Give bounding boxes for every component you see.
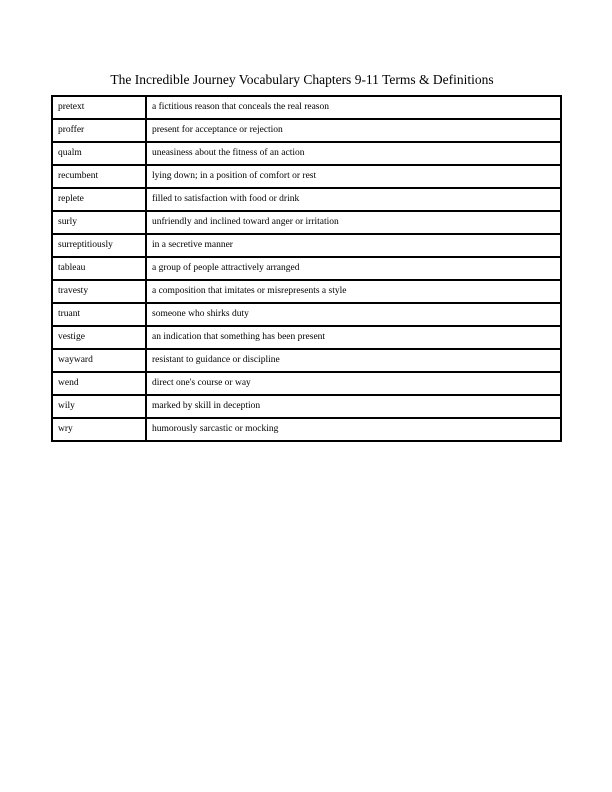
definition-cell: humorously sarcastic or mocking bbox=[146, 418, 561, 441]
table-row bbox=[52, 303, 561, 326]
term-cell: vestige bbox=[52, 326, 146, 349]
term-cell: surly bbox=[52, 211, 146, 234]
definition-cell: uneasiness about the fitness of an action bbox=[146, 142, 561, 165]
table-row bbox=[52, 96, 561, 119]
term-cell: replete bbox=[52, 188, 146, 211]
table-row bbox=[52, 372, 561, 395]
term-cell: truant bbox=[52, 303, 146, 326]
table-row bbox=[52, 119, 561, 142]
term-cell: qualm bbox=[52, 142, 146, 165]
term-cell: travesty bbox=[52, 280, 146, 303]
term-cell: surreptitiously bbox=[52, 234, 146, 257]
definition-cell: filled to satisfaction with food or drink bbox=[146, 188, 561, 211]
table-row bbox=[52, 211, 561, 234]
table-row bbox=[52, 165, 561, 188]
definition-cell: someone who shirks duty bbox=[146, 303, 561, 326]
definition-cell: an indication that something has been present bbox=[146, 326, 561, 349]
table-row bbox=[52, 234, 561, 257]
table-row bbox=[52, 395, 561, 418]
term-cell: recumbent bbox=[52, 165, 146, 188]
term-cell: proffer bbox=[52, 119, 146, 142]
page-title: The Incredible Journey Vocabulary Chapters 9-11 Terms & Definitions bbox=[110, 72, 494, 87]
table-row bbox=[52, 257, 561, 280]
definition-cell: in a secretive manner bbox=[146, 234, 561, 257]
term-cell: wend bbox=[52, 372, 146, 395]
table-row bbox=[52, 280, 561, 303]
definition-cell: a fictitious reason that conceals the real reason bbox=[146, 96, 561, 119]
table-row bbox=[52, 326, 561, 349]
table-row bbox=[52, 349, 561, 372]
definition-cell: marked by skill in deception bbox=[146, 395, 561, 418]
definition-cell: present for acceptance or rejection bbox=[146, 119, 561, 142]
definition-cell: a composition that imitates or misrepresents a style bbox=[146, 280, 561, 303]
definition-cell: a group of people attractively arranged bbox=[146, 257, 561, 280]
definition-cell: unfriendly and inclined toward anger or irritation bbox=[146, 211, 561, 234]
table-row bbox=[52, 188, 561, 211]
table-row bbox=[52, 418, 561, 441]
term-cell: wry bbox=[52, 418, 146, 441]
term-cell: wayward bbox=[52, 349, 146, 372]
definition-cell: lying down; in a position of comfort or rest bbox=[146, 165, 561, 188]
table-row bbox=[52, 142, 561, 165]
definition-cell: resistant to guidance or discipline bbox=[146, 349, 561, 372]
term-cell: wily bbox=[52, 395, 146, 418]
definition-cell: direct one's course or way bbox=[146, 372, 561, 395]
term-cell: pretext bbox=[52, 96, 146, 119]
term-cell: tableau bbox=[52, 257, 146, 280]
vocabulary-table bbox=[51, 95, 562, 442]
